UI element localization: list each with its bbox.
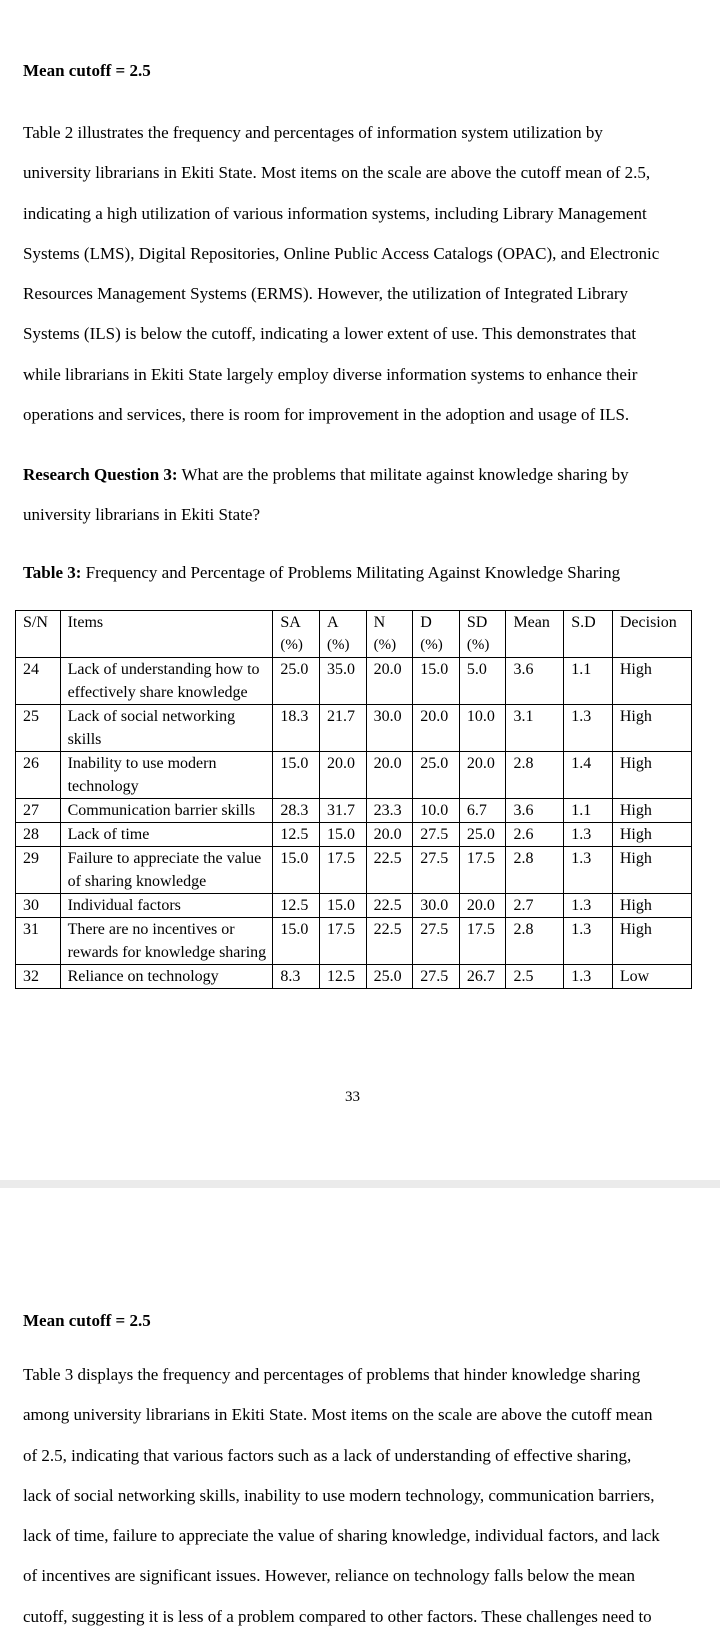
paragraph-line: lack of time, failure to appreciate the value of sharing knowledge, individual factors, and lack — [23, 1526, 660, 1546]
cell-item: There are no incentives or rewards for knowledge sharing — [60, 918, 273, 965]
cell-sa: 18.3 — [273, 705, 320, 752]
col-header-a-unit: (%) — [327, 637, 350, 653]
col-header-sd-unit: (%) — [466, 637, 490, 653]
research-question-line: university librarians in Ekiti State? — [23, 505, 261, 525]
col-header-n-label: N — [373, 614, 386, 631]
page-number: 33 — [345, 1089, 360, 1105]
table-header-row — [16, 611, 692, 658]
paragraph-line: among university librarians in Ekiti State. Most items on the scale are above the cutoff mean — [23, 1405, 653, 1425]
cell-n: 23.3 — [366, 799, 413, 823]
cell-sn: 26 — [16, 752, 61, 799]
paragraph-line: Systems (ILS) is below the cutoff, indicating a lower extent of use. This demonstrates that — [23, 324, 637, 344]
research-question-3 — [23, 455, 713, 536]
cell-decision: High — [612, 799, 691, 823]
cell-n: 20.0 — [366, 658, 413, 705]
cell-mean: 3.1 — [506, 705, 564, 752]
cell-sa: 8.3 — [273, 965, 320, 989]
paragraph-line: Resources Management Systems (ERMS). However, the utilization of Integrated Library — [23, 284, 629, 304]
paragraph-line: operations and services, there is room for improvement in the adoption and usage of ILS. — [23, 405, 630, 425]
cell-sd: 25.0 — [459, 823, 506, 847]
cell-std: 1.3 — [564, 965, 613, 989]
cell-n: 20.0 — [366, 752, 413, 799]
mean-cutoff-note: Mean cutoff = 2.5 — [23, 1311, 151, 1330]
cell-sd: 20.0 — [459, 894, 506, 918]
cell-item: Reliance on technology — [60, 965, 273, 989]
cell-item: Inability to use modern technology — [60, 752, 273, 799]
cell-item: Failure to appreciate the value of sharing knowledge — [60, 847, 273, 894]
cell-mean: 3.6 — [506, 799, 564, 823]
cell-sa: 15.0 — [273, 847, 320, 894]
table3-caption-text: Frequency and Percentage of Problems Militating Against Knowledge Sharing — [81, 563, 621, 582]
cell-sa: 15.0 — [273, 918, 320, 965]
cell-mean: 2.8 — [506, 847, 564, 894]
cell-d: 27.5 — [413, 918, 460, 965]
cell-item: Lack of social networking skills — [60, 705, 273, 752]
cell-sa: 12.5 — [273, 823, 320, 847]
table2-discussion-paragraph — [23, 113, 713, 435]
col-header-n — [366, 611, 413, 658]
col-header-sn: S/N — [16, 611, 61, 658]
cell-n: 25.0 — [366, 965, 413, 989]
cell-sn: 32 — [16, 965, 61, 989]
cell-d: 20.0 — [413, 705, 460, 752]
cell-std: 1.1 — [564, 658, 613, 705]
page-separator — [0, 1180, 720, 1188]
cell-decision: Low — [612, 965, 691, 989]
cell-mean: 2.7 — [506, 894, 564, 918]
table-row — [16, 752, 692, 799]
cell-decision: High — [612, 823, 691, 847]
cell-sn: 24 — [16, 658, 61, 705]
cell-mean: 2.5 — [506, 965, 564, 989]
cell-sd: 10.0 — [459, 705, 506, 752]
cell-d: 27.5 — [413, 965, 460, 989]
cell-mean: 2.8 — [506, 918, 564, 965]
cell-a: 15.0 — [320, 823, 367, 847]
cell-sn: 31 — [16, 918, 61, 965]
table-row — [16, 799, 692, 823]
table-row — [16, 918, 692, 965]
cell-d: 10.0 — [413, 799, 460, 823]
cell-n: 22.5 — [366, 894, 413, 918]
cell-decision: High — [612, 918, 691, 965]
cell-a: 15.0 — [320, 894, 367, 918]
cell-d: 27.5 — [413, 823, 460, 847]
cell-sd: 17.5 — [459, 847, 506, 894]
cell-sn: 25 — [16, 705, 61, 752]
research-question-label: Research Question 3: — [23, 465, 178, 484]
cell-sa: 15.0 — [273, 752, 320, 799]
table3 — [15, 610, 692, 989]
col-header-d — [413, 611, 460, 658]
cell-d: 27.5 — [413, 847, 460, 894]
paragraph-line: indicating a high utilization of various information systems, including Library Management — [23, 203, 647, 223]
col-header-sa — [273, 611, 320, 658]
col-header-d-unit: (%) — [420, 637, 443, 653]
cell-a: 17.5 — [320, 847, 367, 894]
cell-item: Individual factors — [60, 894, 273, 918]
cell-a: 31.7 — [320, 799, 367, 823]
cell-mean: 2.6 — [506, 823, 564, 847]
cell-sd: 26.7 — [459, 965, 506, 989]
paragraph-line: lack of social networking skills, inability to use modern technology, communication barriers, — [23, 1485, 655, 1505]
cell-sd: 5.0 — [459, 658, 506, 705]
table-row — [16, 658, 692, 705]
table-row — [16, 847, 692, 894]
col-header-a-label: A — [327, 614, 339, 631]
col-header-d-label: D — [420, 614, 432, 631]
col-header-items: Items — [60, 611, 273, 658]
paragraph-line: of incentives are significant issues. However, reliance on technology falls below the mean — [23, 1566, 636, 1586]
cell-sn: 30 — [16, 894, 61, 918]
cell-n: 22.5 — [366, 847, 413, 894]
paragraph-line: Table 3 displays the frequency and percentages of problems that hinder knowledge sharing — [23, 1365, 641, 1384]
cell-sn: 28 — [16, 823, 61, 847]
paragraph-line: Table 2 illustrates the frequency and percentages of information system utilization by — [23, 123, 603, 142]
cell-std: 1.4 — [564, 752, 613, 799]
cell-decision: High — [612, 705, 691, 752]
cell-a: 20.0 — [320, 752, 367, 799]
cell-sn: 29 — [16, 847, 61, 894]
col-header-n-unit: (%) — [373, 637, 397, 653]
col-header-sa-label: SA — [280, 614, 301, 631]
cell-sa: 25.0 — [273, 658, 320, 705]
table-row — [16, 705, 692, 752]
cell-sd: 6.7 — [459, 799, 506, 823]
cell-a: 17.5 — [320, 918, 367, 965]
cell-sa: 12.5 — [273, 894, 320, 918]
cell-a: 21.7 — [320, 705, 367, 752]
col-header-a — [320, 611, 367, 658]
cell-decision: High — [612, 847, 691, 894]
cell-a: 35.0 — [320, 658, 367, 705]
table3-caption-label: Table 3: — [23, 563, 82, 582]
cell-d: 25.0 — [413, 752, 460, 799]
cell-mean: 3.6 — [506, 658, 564, 705]
col-header-mean: Mean — [506, 611, 564, 658]
paragraph-line: of 2.5, indicating that various factors such as a lack of understanding of effective sharing, — [23, 1445, 632, 1465]
cell-mean: 2.8 — [506, 752, 564, 799]
cell-sd: 20.0 — [459, 752, 506, 799]
research-question-text: What are the problems that militate against knowledge sharing by — [177, 465, 629, 484]
col-header-sa-unit: (%) — [280, 637, 303, 653]
paragraph-line: Systems (LMS), Digital Repositories, Online Public Access Catalogs (OPAC), and Electronic — [23, 243, 660, 263]
cell-decision: High — [612, 752, 691, 799]
table-row — [16, 823, 692, 847]
paragraph-line: cutoff, suggesting it is less of a problem compared to other factors. These challenges need to — [23, 1606, 652, 1626]
cell-n: 30.0 — [366, 705, 413, 752]
col-header-sd-label: SD — [466, 614, 488, 631]
cell-sn: 27 — [16, 799, 61, 823]
document-page-34 — [0, 1188, 720, 1626]
cell-a: 12.5 — [320, 965, 367, 989]
cell-std: 1.3 — [564, 705, 613, 752]
cell-std: 1.3 — [564, 823, 613, 847]
col-header-std: S.D — [564, 611, 613, 658]
col-header-decision: Decision — [612, 611, 691, 658]
research-question-line — [23, 455, 713, 495]
cell-decision: High — [612, 894, 691, 918]
cell-decision: High — [612, 658, 691, 705]
table-row — [16, 894, 692, 918]
cell-n: 20.0 — [366, 823, 413, 847]
cell-n: 22.5 — [366, 918, 413, 965]
cell-item: Lack of understanding how to effectively share knowledge — [60, 658, 273, 705]
cell-std: 1.3 — [564, 918, 613, 965]
col-header-sd — [459, 611, 506, 658]
cell-std: 1.1 — [564, 799, 613, 823]
cell-sd: 17.5 — [459, 918, 506, 965]
cell-d: 15.0 — [413, 658, 460, 705]
table3-discussion-paragraph — [23, 1355, 713, 1637]
paragraph-line: while librarians in Ekiti State largely employ diverse information systems to enhance their — [23, 364, 638, 384]
cell-item: Lack of time — [60, 823, 273, 847]
table3-caption — [23, 562, 620, 584]
mean-cutoff-note: Mean cutoff = 2.5 — [23, 61, 151, 80]
paragraph-line: university librarians in Ekiti State. Most items on the scale are above the cutoff mean of 2.5, — [23, 163, 651, 183]
table-row — [16, 965, 692, 989]
cell-d: 30.0 — [413, 894, 460, 918]
cell-std: 1.3 — [564, 847, 613, 894]
cell-item: Communication barrier skills — [60, 799, 273, 823]
cell-sa: 28.3 — [273, 799, 320, 823]
cell-std: 1.3 — [564, 894, 613, 918]
